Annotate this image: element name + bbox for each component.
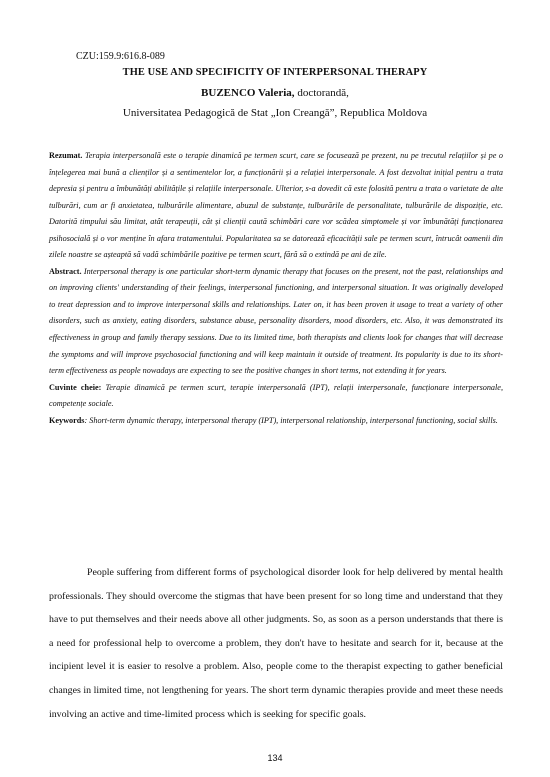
- abstract-label: Abstract.: [49, 266, 82, 276]
- abstract-text: Interpersonal therapy is one particular short-term dynamic therapy that focuses on the present, not the past, relationships and on improving clients' understanding of their feelings, interpersonal functioning, and interpersonal situation. It was originally developed to treat depression and to improve interpersonal skills and relationships. Later on, it has been proven it usage to treat a variety of other disorders, such as anxiety, eating disorders, substance abuse, personality disorders, mood disorders, etc. Also, it was demonstrated its effectiveness in group and family therapy sessions. Due to its limited time, both therapists and clients look for changes that will decrease the symptoms and will improve psychosocial functioning and will keep maintain it outside of treatment. Its popularity is due to its short-term effectiveness as people nowadays are expecting to see the positive changes in short terms, not extending it for years.: [49, 266, 503, 376]
- body-text: [49, 561, 503, 726]
- author-affiliation: Universitatea Pedagogică de Stat „Ion Creangă”, Republica Moldova: [122, 107, 428, 119]
- abstracts-block: [49, 148, 503, 429]
- author-line: [60, 86, 490, 100]
- author-name: BUZENCO Valeria,: [201, 87, 295, 99]
- paper-title: THE USE AND SPECIFICITY OF INTERPERSONAL THERAPY: [122, 67, 428, 78]
- body-paragraph: People suffering from different forms of psychological disorder look for help delivered by mental health professionals. They should overcome the stigmas that have been present for so long time and understand that they have to put themselves and their needs above all other judgments. So, as soon as a person understands that there is a need for professional help to overcome a problem, they don't have to hesitate and search for it, because at the incipient level it is easier to resolve a problem. Also, people come to the therapist expecting to gather beneficial changes in limited time, not lengthening for years. The short term dynamic therapies provide and meet these needs involving an active and time-limited process which is seeking for specific goals.: [49, 567, 503, 720]
- rezumat-label: Rezumat.: [49, 151, 83, 160]
- cuvinte-cheie-text: Terapie dinamică pe termen scurt, terapie interpersonală (IPT), relații interpersonale, funcționare interpersonale, competențe sociale.: [49, 382, 503, 409]
- author-role: doctorandă,: [294, 87, 349, 99]
- abstract-paragraph: [49, 264, 503, 380]
- rezumat-paragraph: [49, 148, 503, 264]
- rezumat-text: Terapia interpersonală este o terapie dinamică pe termen scurt, care se focusează pe prezent, nu pe trecutul relațiilor și pe o înțelegerea mai bună a clienților și a sentimentelor lor, a funcționării și a relației interpersonale. A fost dezvoltat inițial pentru a trata depresia și pentru a îmbunătăți abilitățile și relațiile interpersonale. Ulterior, s-a dovedit că este folosită pentru a trata o varietate de alte tulburări, cum ar fi anxietatea, tulburările alimentare, abuzul de substanțe, tulburările de personalitate, tulburările de dispoziție, etc. Datorită timpului său limitat, atât terapeuții, cât și clienții caută schimbări care vor scădea simptomele și vor îmbunătăți funcționarea psihosocială și o vor menține în afara tratamentului. Popularitatea sa se datorează eficacității sale pe termen scurt, întrucât oamenii din zilele noastre se așteaptă să vadă schimbările pozitive pe termen scurt, fără să o extindă pe ani de zile.: [49, 151, 503, 260]
- page-number: 134: [267, 753, 283, 763]
- cuvinte-cheie-paragraph: [49, 380, 503, 413]
- keywords-text: : Short-term dynamic therapy, interpersonal therapy (IPT), interpersonal relationship, interpersonal functioning, social skills.: [84, 415, 498, 425]
- keywords-label: Keywords: [49, 415, 85, 425]
- keywords-paragraph: [49, 413, 503, 430]
- cuvinte-cheie-label: Cuvinte cheie:: [49, 382, 102, 392]
- udc-code: CZU:159.9:616.8-089: [76, 51, 165, 62]
